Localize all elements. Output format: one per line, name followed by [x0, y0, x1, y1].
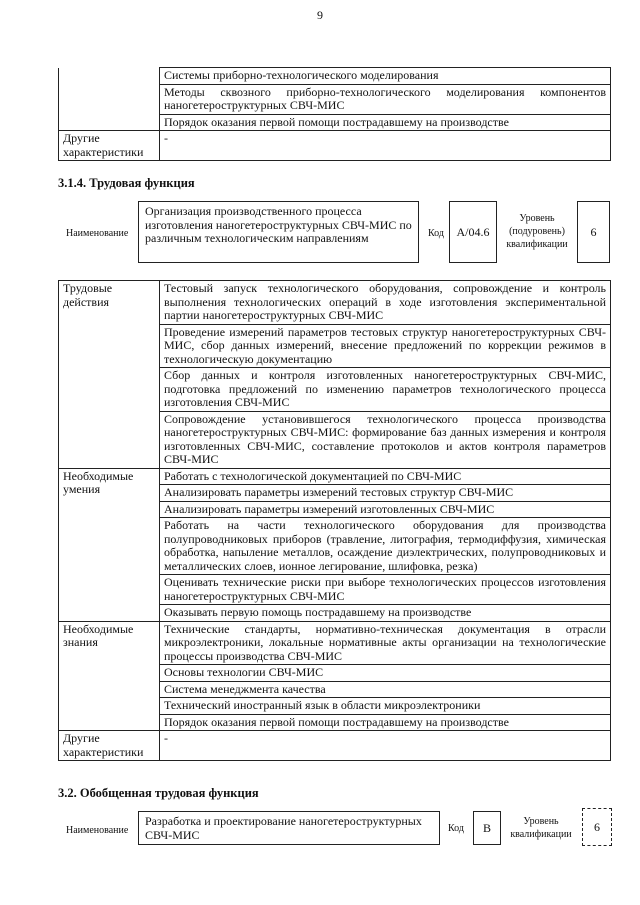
action-item: Сопровождение установившегося технологического процесса производства наногетероструктурных СВЧ-МИС: формирование баз данных измерения и контроля изготовленных СВЧ-МИС, составление протоколов и актов контроля параметров СВЧ-МИС [160, 411, 611, 468]
top-table-row: Порядок оказания первой помощи пострадавшему на производстве [160, 114, 611, 131]
top-table-empty-label [59, 68, 160, 85]
level-label-314: Уровень (подуровень) квалификации [506, 213, 568, 250]
actions-label: Трудовые действия [59, 281, 160, 469]
page-number: 9 [317, 8, 323, 22]
other-value: - [160, 731, 611, 761]
code-label-314: Код [428, 228, 444, 239]
action-item: Проведение измерений параметров тестовых структур наногетероструктурных СВЧ-МИС, сбор данных измерений, внесение предложений по коррекции режимов в технологическую документацию [160, 324, 611, 368]
level-label-32: Уровень квалификации [510, 816, 572, 840]
knowledge-item: Основы технологии СВЧ-МИС [160, 665, 611, 682]
knowledge-item: Технический иностранный язык в области микроэлектроники [160, 698, 611, 715]
level-value-32: 6 [582, 808, 612, 846]
action-item: Сбор данных и контроля изготовленных наногетероструктурных СВЧ-МИС, подготовка предложений по изменению параметров технологического процесса изготовления СВЧ-МИС [160, 368, 611, 412]
top-other-label: Другие характеристики [59, 131, 160, 161]
skill-item: Оказывать первую помощь пострадавшему на производстве [160, 605, 611, 622]
name-label-314: Наименование [66, 228, 129, 239]
knowledge-item: Технические стандарты, нормативно-техническая документация в отрасли микроэлектроники, локальные нормативные акты организации на технологические процессы производства СВЧ-МИС [160, 621, 611, 665]
top-table-row: Системы приборно-технологического моделирования [160, 68, 611, 85]
section-heading-314: 3.1.4. Трудовая функция [58, 176, 195, 190]
skill-item: Анализировать параметры измерений тестовых структур СВЧ-МИС [160, 485, 611, 502]
level-value-314: 6 [577, 201, 610, 263]
top-other-value: - [160, 131, 611, 161]
code-value-314: А/04.6 [449, 201, 497, 263]
action-item: Тестовый запуск технологического оборудования, сопровождение и контроль выполнения технологических операций в ходе изготовления экспериментальной партии наногетероструктурных СВЧ-МИС [160, 281, 611, 325]
knowledge-item: Система менеджмента качества [160, 681, 611, 698]
name-value-314: Организация производственного процесса изготовления наногетероструктурных СВЧ-МИС по различным технологическим направлениям [138, 201, 419, 263]
other-label: Другие характеристики [59, 731, 160, 761]
top-table-row: Методы сквозного приборно-технологического моделирования компонентов наногетероструктурных СВЧ-МИС [160, 84, 611, 114]
skill-item: Работать с технологической документацией по СВЧ-МИС [160, 468, 611, 485]
main-table [58, 280, 611, 761]
code-value-32: В [473, 811, 501, 845]
skill-item: Оценивать технические риски при выборе технологических процессов изготовления наногетероструктурных СВЧ-МИС [160, 575, 611, 605]
knowledge-label: Необходимые знания [59, 621, 160, 731]
code-label-32: Код [448, 823, 464, 834]
section-heading-32: 3.2. Обобщенная трудовая функция [58, 786, 259, 800]
name-value-32: Разработка и проектирование наногетероструктурных СВЧ-МИС [138, 811, 440, 845]
skills-label: Необходимые умения [59, 468, 160, 621]
top-table [58, 67, 611, 161]
knowledge-item: Порядок оказания первой помощи пострадавшему на производстве [160, 714, 611, 731]
skill-item: Работать на части технологического оборудования для производства полупроводниковых приборов (травление, литография, термодиффузия, химическая обработка, напыление металлов, осаждение диэлектрических, полупроводниковых и металлических слоев, ионное легирование, шлифовка, резка) [160, 518, 611, 575]
name-label-32: Наименование [66, 825, 129, 836]
skill-item: Анализировать параметры измерений изготовленных СВЧ-МИС [160, 501, 611, 518]
